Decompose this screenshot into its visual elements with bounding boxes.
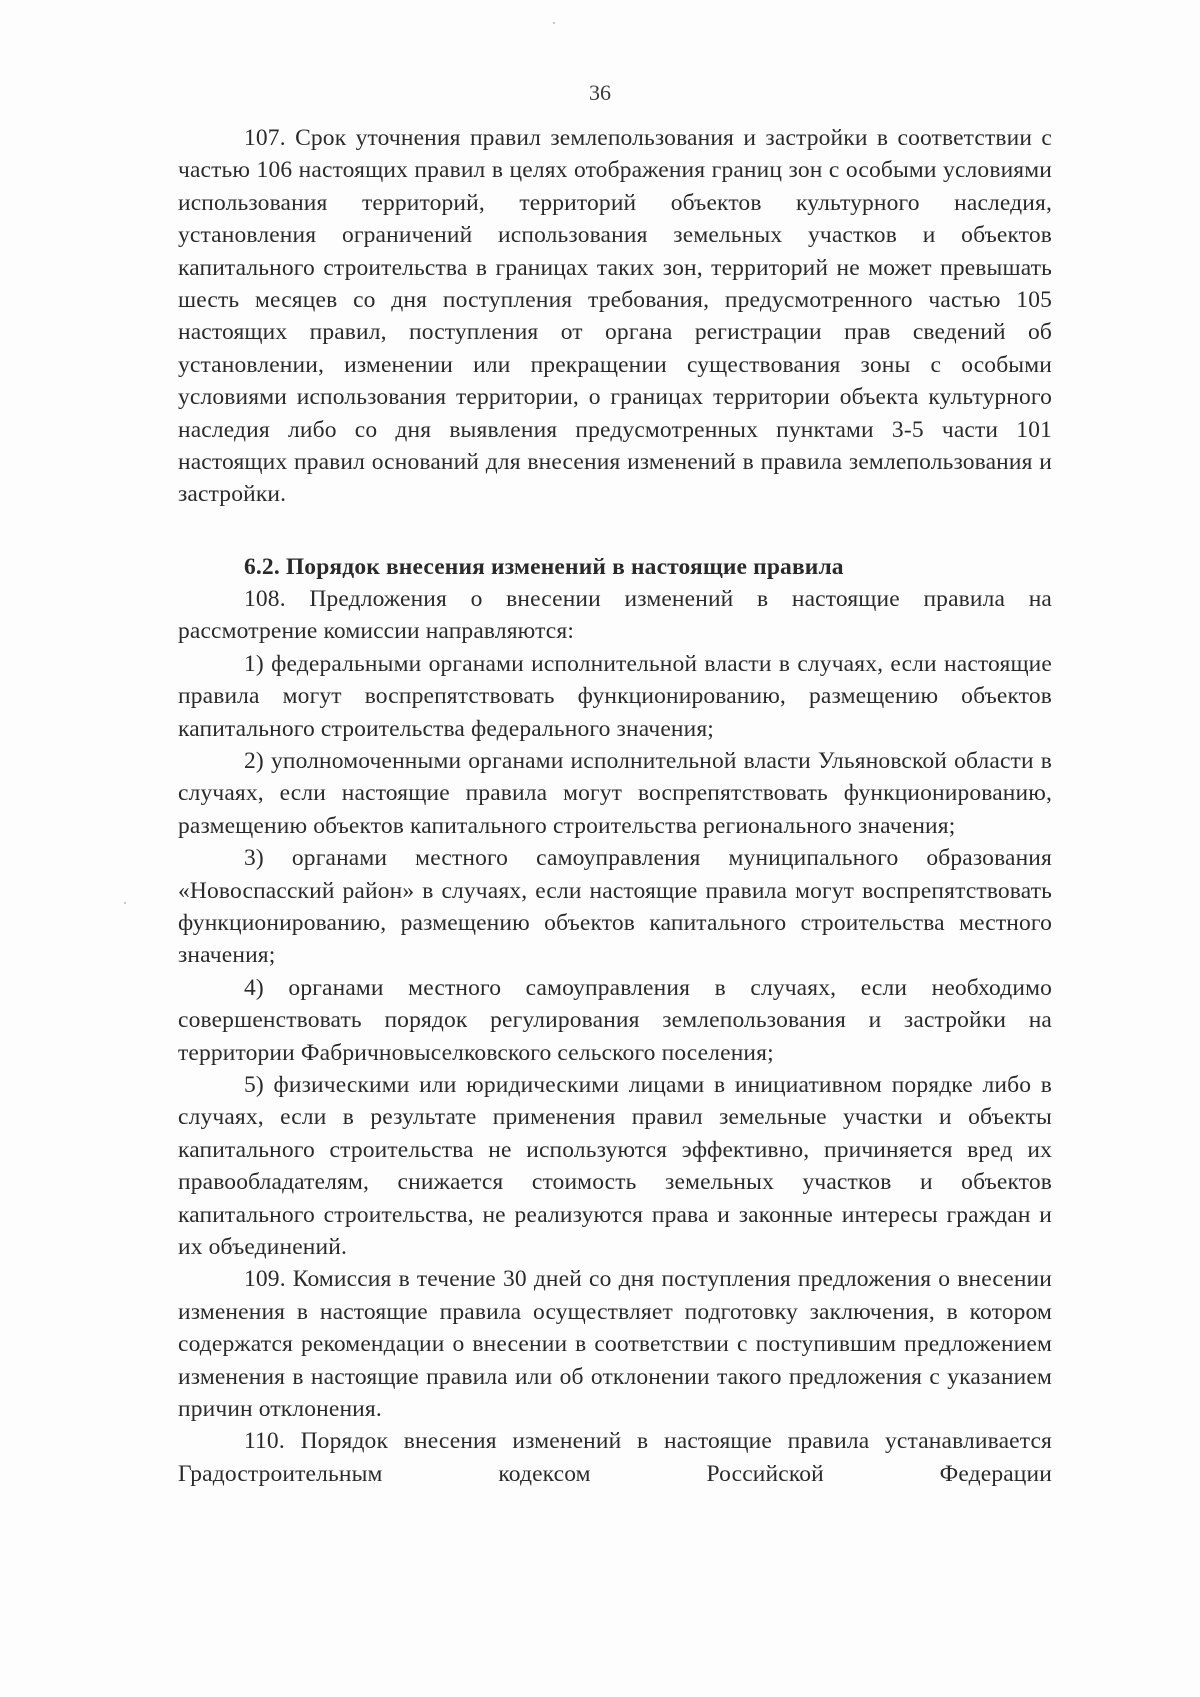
paragraph-107: 107. Срок уточнения правил землепользования и застройки в соответствии с частью 106 настоящих правил в целях отображения границ зон с особыми условиями использования территорий, территорий объектов культурного наследия, установления ограничений использования земельных участков и объектов капитального строительства в границах таких зон, территорий не может превышать шесть месяцев со дня поступления требования, предусмотренного частью 105 настоящих правил, поступления от органа регистрации прав сведений об установлении, изменении или прекращении существования зоны с особыми условиями использования территории, о границах территории объекта культурного наследия либо со дня выявления предусмотренных пунктами 3-5 части 101 настоящих правил оснований для внесения изменений в правила землепользования и застройки.	[178, 125, 1052, 508]
list-item-4: 4) органами местного самоуправления в случаях, если необходимо совершенствовать порядок регулирования землепользования и застройки на территории Фабричновыселковского сельского поселения;	[178, 974, 1052, 1066]
scan-speck	[124, 902, 126, 904]
section-heading: 6.2. Порядок внесения изменений в настоящие правила	[244, 553, 844, 580]
list-item-2: 2) уполномоченными органами исполнительной власти Ульяновской области в случаях, если настоящие правила могут воспрепятствовать функционированию, размещению объектов капитального строительства регионального значения;	[178, 747, 1052, 839]
paragraph-109: 109. Комиссия в течение 30 дней со дня поступления предложения о внесении изменения в настоящие правила осуществляет подготовку заключения, в котором содержатся рекомендации о внесении в соответствии с поступившим предложением изменения в настоящие правила или об отклонении такого предложения с указанием причин отклонения.	[178, 1266, 1052, 1423]
scan-speck	[553, 22, 555, 24]
page-number: 36	[589, 80, 611, 105]
list-item-1: 1) федеральными органами исполнительной власти в случаях, если настоящие правила могут воспрепятствовать функционированию, размещению объектов капитального строительства федерального значения;	[178, 650, 1052, 742]
document-body	[178, 122, 1052, 1490]
paragraph-110: 110. Порядок внесения изменений в настоящие правила устанавливается Градостроительным кодексом Российской Федерации	[178, 1428, 1052, 1487]
list-item-5: 5) физическими или юридическими лицами в инициативном порядке либо в случаях, если в результате применения правил земельные участки и объекты капитального строительства не используются эффективно, причиняется вред их правообладателям, снижается стоимость земельных участков и объектов капитального строительства, не реализуются права и законные интересы граждан и их объединений.	[178, 1071, 1052, 1260]
list-item-3: 3) органами местного самоуправления муниципального образования «Новоспасский район» в случаях, если настоящие правила могут воспрепятствовать функционированию, размещению объектов капитального строительства местного значения;	[178, 845, 1052, 969]
paragraph-108: 108. Предложения о внесении изменений в настоящие правила на рассмотрение комиссии направляются:	[178, 585, 1052, 645]
